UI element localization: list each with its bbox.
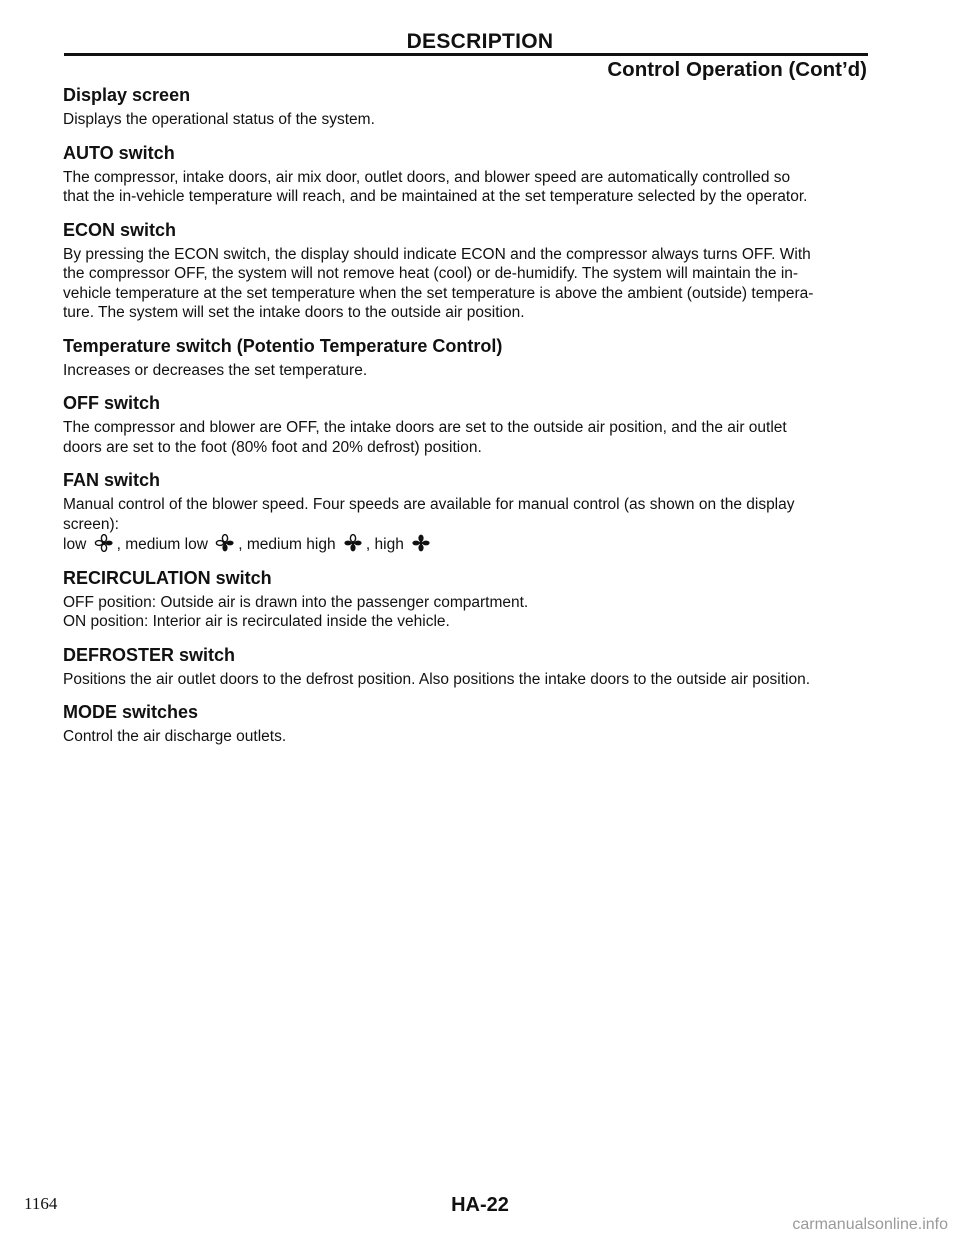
section-recirculation-switch <box>63 567 873 632</box>
fan-speed-label: medium low <box>125 536 208 553</box>
document-body <box>63 84 873 759</box>
fan-speed-label: low <box>63 536 87 553</box>
section-heading: AUTO switch <box>63 142 175 163</box>
section-econ-switch <box>63 219 873 323</box>
section-heading: Display screen <box>63 85 191 105</box>
text-line: that the in-vehicle temperature will reach, and be maintained at the set temperature selected by the operator. <box>63 188 808 205</box>
watermark: carmanualsonline.info <box>792 1216 948 1233</box>
section-heading: Temperature switch (Potentio Temperature Control) <box>63 335 503 356</box>
section-heading: OFF switch <box>63 393 161 413</box>
fan-speed-label: medium high <box>246 536 336 553</box>
fan-speed-list <box>63 534 873 555</box>
section-title: DESCRIPTION <box>406 30 554 53</box>
text-line: ON position: Interior air is recirculated inside the vehicle. <box>63 613 450 630</box>
fan-speed-separator: , <box>238 536 243 553</box>
section-heading: DEFROSTER switch <box>63 644 236 665</box>
section-text <box>63 727 873 747</box>
section-off-switch <box>63 392 873 457</box>
text-line: Control the air discharge outlets. <box>63 728 287 745</box>
text-line: OFF position: Outside air is drawn into the passenger compartment. <box>63 593 529 611</box>
section-heading: FAN switch <box>63 470 161 490</box>
section-fan-switch <box>63 469 873 555</box>
page-number: HA-22 <box>451 1194 509 1216</box>
text-line: By pressing the ECON switch, the display should indicate ECON and the compressor always turns OFF. With <box>63 245 811 263</box>
fan-medium-high-icon <box>343 534 363 552</box>
section-text <box>63 168 873 207</box>
section-defroster-switch <box>63 644 873 690</box>
section-text <box>63 418 873 457</box>
text-line: the compressor OFF, the system will not remove heat (cool) or de-humidify. The system will maintain the in- <box>63 265 799 282</box>
section-text <box>63 670 873 690</box>
text-line: ture. The system will set the intake doors to the outside air position. <box>63 304 525 321</box>
text-line: vehicle temperature at the set temperature when the set temperature is above the ambient (outside) tempera- <box>63 284 814 302</box>
header-rule <box>64 53 868 56</box>
text-line: doors are set to the foot (80% foot and 20% defrost) position. <box>63 438 482 456</box>
section-heading: ECON switch <box>63 219 177 240</box>
fan-high-icon <box>411 534 431 552</box>
section-text <box>63 495 873 555</box>
text-line: Displays the operational status of the system. <box>63 111 375 128</box>
text-line: The compressor and blower are OFF, the intake doors are set to the outside air position, and the air outlet <box>63 419 787 436</box>
text-line: Manual control of the blower speed. Four speeds are available for manual control (as shown on the display <box>63 496 795 513</box>
section-text <box>63 593 873 632</box>
fan-speed-label: high <box>374 536 404 553</box>
section-auto-switch <box>63 142 873 207</box>
text-line: Positions the air outlet doors to the defrost position. Also positions the intake doors to the outside air position. <box>63 670 811 688</box>
text-line: screen): <box>63 515 119 533</box>
section-heading: RECIRCULATION switch <box>63 567 272 588</box>
section-mode-switches <box>63 701 873 747</box>
section-text <box>63 361 873 381</box>
section-text <box>63 110 873 130</box>
footer-sheet-number: 1164 <box>24 1194 58 1213</box>
text-line: Increases or decreases the set temperature. <box>63 361 368 379</box>
fan-low-icon <box>94 534 114 552</box>
fan-speed-separator: , <box>116 536 121 553</box>
fan-speed-separator: , <box>365 536 371 553</box>
text-line: The compressor, intake doors, air mix door, outlet doors, and blower speed are automatically controlled so <box>63 168 791 186</box>
section-heading: MODE switches <box>63 702 199 722</box>
fan-medium-low-icon <box>215 534 235 552</box>
section-display-screen <box>63 84 873 130</box>
section-temperature-switch <box>63 335 873 381</box>
section-subtitle: Control Operation (Cont’d) <box>607 58 867 81</box>
section-text <box>63 245 873 323</box>
